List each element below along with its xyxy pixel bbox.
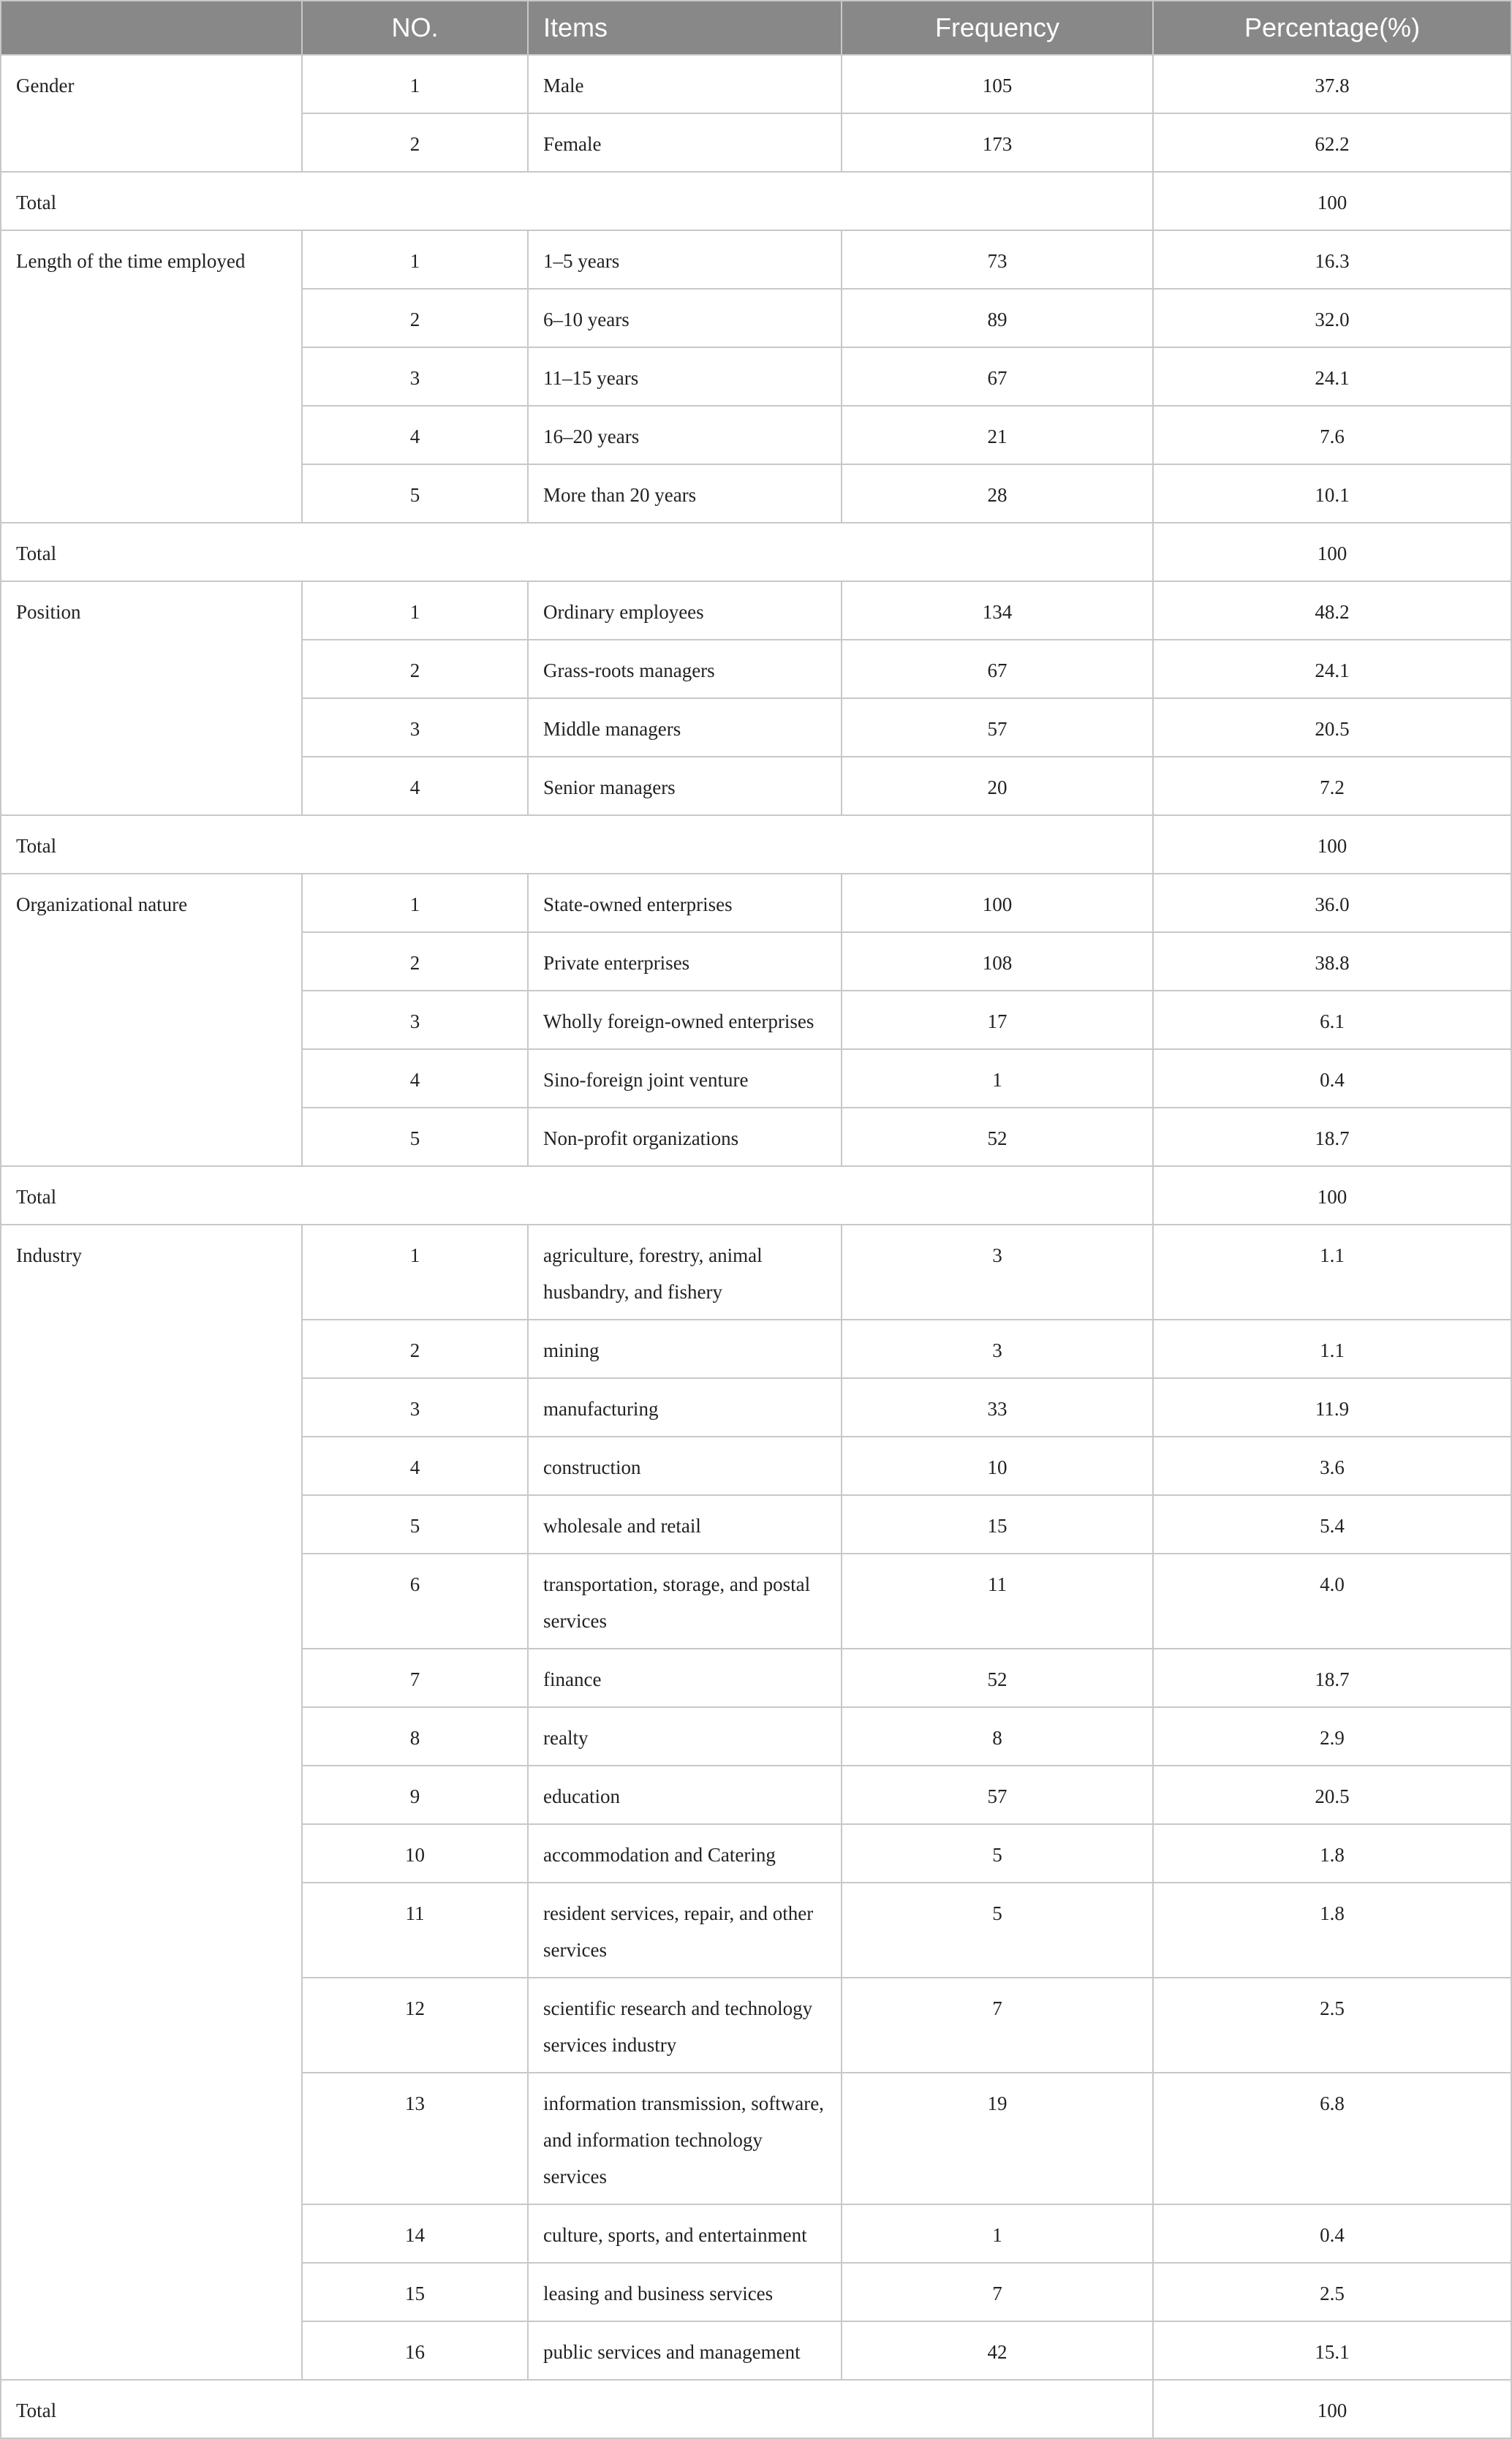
row-percentage: 11.9 [1153, 1378, 1511, 1437]
row-frequency: 28 [842, 464, 1153, 523]
row-percentage: 32.0 [1153, 289, 1511, 347]
total-row [1, 815, 1511, 874]
row-frequency: 57 [842, 698, 1153, 757]
row-percentage: 3.6 [1153, 1437, 1511, 1495]
row-number: 5 [302, 1108, 528, 1166]
header-row [1, 1, 1511, 55]
row-percentage: 7.6 [1153, 406, 1511, 464]
row-percentage: 20.5 [1153, 698, 1511, 757]
row-frequency: 20 [842, 757, 1153, 815]
header-items: Items [528, 1, 842, 55]
group-label: Length of the time employed [1, 230, 302, 523]
row-item: More than 20 years [528, 464, 842, 523]
total-row [1, 523, 1511, 581]
total-value: 100 [1153, 815, 1511, 874]
row-percentage: 18.7 [1153, 1649, 1511, 1707]
total-value: 100 [1153, 523, 1511, 581]
row-item: Grass-roots managers [528, 640, 842, 698]
total-value: 100 [1153, 2380, 1511, 2438]
total-label: Total [1, 815, 1153, 874]
row-number: 1 [302, 55, 528, 113]
row-percentage: 36.0 [1153, 874, 1511, 932]
row-number: 3 [302, 991, 528, 1049]
row-item: Male [528, 55, 842, 113]
row-number: 14 [302, 2204, 528, 2263]
row-number: 10 [302, 1824, 528, 1883]
row-percentage: 18.7 [1153, 1108, 1511, 1166]
row-percentage: 62.2 [1153, 113, 1511, 172]
row-item: accommodation and Catering [528, 1824, 842, 1883]
row-number: 1 [302, 874, 528, 932]
row-percentage: 2.5 [1153, 1978, 1511, 2073]
row-frequency: 8 [842, 1707, 1153, 1766]
row-percentage: 24.1 [1153, 640, 1511, 698]
row-frequency: 105 [842, 55, 1153, 113]
row-percentage: 1.8 [1153, 1883, 1511, 1978]
total-row [1, 2380, 1511, 2438]
row-frequency: 17 [842, 991, 1153, 1049]
row-percentage: 37.8 [1153, 55, 1511, 113]
row-frequency: 67 [842, 347, 1153, 406]
row-percentage: 2.9 [1153, 1707, 1511, 1766]
row-number: 1 [302, 1225, 528, 1320]
row-frequency: 1 [842, 1049, 1153, 1108]
row-frequency: 134 [842, 581, 1153, 640]
row-number: 16 [302, 2321, 528, 2380]
row-frequency: 15 [842, 1495, 1153, 1554]
header-percentage: Percentage(%) [1153, 1, 1511, 55]
row-frequency: 11 [842, 1554, 1153, 1649]
row-item: agriculture, forestry, animal husbandry, and fishery [528, 1225, 842, 1320]
row-frequency: 7 [842, 1978, 1153, 2073]
row-item: mining [528, 1320, 842, 1378]
group-label: Industry [1, 1225, 302, 2380]
row-item: construction [528, 1437, 842, 1495]
row-item: 11–15 years [528, 347, 842, 406]
table-body [1, 55, 1511, 2438]
row-item: Non-profit organizations [528, 1108, 842, 1166]
row-percentage: 20.5 [1153, 1766, 1511, 1824]
row-frequency: 10 [842, 1437, 1153, 1495]
row-percentage: 6.8 [1153, 2073, 1511, 2204]
row-number: 5 [302, 1495, 528, 1554]
row-item: Senior managers [528, 757, 842, 815]
row-item: transportation, storage, and postal services [528, 1554, 842, 1649]
row-frequency: 3 [842, 1225, 1153, 1320]
row-percentage: 6.1 [1153, 991, 1511, 1049]
row-item: Private enterprises [528, 932, 842, 991]
row-frequency: 52 [842, 1649, 1153, 1707]
row-frequency: 33 [842, 1378, 1153, 1437]
row-number: 6 [302, 1554, 528, 1649]
row-percentage: 1.1 [1153, 1225, 1511, 1320]
row-percentage: 1.1 [1153, 1320, 1511, 1378]
row-number: 7 [302, 1649, 528, 1707]
row-frequency: 42 [842, 2321, 1153, 2380]
row-number: 2 [302, 113, 528, 172]
row-percentage: 0.4 [1153, 1049, 1511, 1108]
row-frequency: 52 [842, 1108, 1153, 1166]
row-item: 6–10 years [528, 289, 842, 347]
row-number: 4 [302, 757, 528, 815]
row-percentage: 16.3 [1153, 230, 1511, 289]
row-item: finance [528, 1649, 842, 1707]
row-number: 8 [302, 1707, 528, 1766]
row-frequency: 73 [842, 230, 1153, 289]
total-label: Total [1, 1166, 1153, 1225]
row-number: 2 [302, 932, 528, 991]
row-number: 4 [302, 406, 528, 464]
row-number: 13 [302, 2073, 528, 2204]
row-frequency: 57 [842, 1766, 1153, 1824]
row-percentage: 2.5 [1153, 2263, 1511, 2321]
row-number: 2 [302, 640, 528, 698]
row-percentage: 24.1 [1153, 347, 1511, 406]
table-row [1, 1225, 1511, 1320]
row-number: 3 [302, 347, 528, 406]
row-item: 1–5 years [528, 230, 842, 289]
row-number: 1 [302, 581, 528, 640]
total-row [1, 172, 1511, 230]
row-item: wholesale and retail [528, 1495, 842, 1554]
row-item: Sino-foreign joint venture [528, 1049, 842, 1108]
row-item: State-owned enterprises [528, 874, 842, 932]
row-frequency: 89 [842, 289, 1153, 347]
header-frequency: Frequency [842, 1, 1153, 55]
total-label: Total [1, 172, 1153, 230]
row-number: 15 [302, 2263, 528, 2321]
row-percentage: 0.4 [1153, 2204, 1511, 2263]
row-item: scientific research and technology services industry [528, 1978, 842, 2073]
row-percentage: 48.2 [1153, 581, 1511, 640]
row-frequency: 1 [842, 2204, 1153, 2263]
total-label: Total [1, 523, 1153, 581]
total-value: 100 [1153, 172, 1511, 230]
group-label: Organizational nature [1, 874, 302, 1166]
row-item: leasing and business services [528, 2263, 842, 2321]
row-number: 12 [302, 1978, 528, 2073]
total-value: 100 [1153, 1166, 1511, 1225]
row-number: 1 [302, 230, 528, 289]
row-frequency: 21 [842, 406, 1153, 464]
row-number: 2 [302, 1320, 528, 1378]
row-frequency: 67 [842, 640, 1153, 698]
row-frequency: 5 [842, 1883, 1153, 1978]
table-row [1, 55, 1511, 113]
row-percentage: 4.0 [1153, 1554, 1511, 1649]
row-item: realty [528, 1707, 842, 1766]
row-percentage: 7.2 [1153, 757, 1511, 815]
row-frequency: 173 [842, 113, 1153, 172]
row-item: Wholly foreign-owned enterprises [528, 991, 842, 1049]
row-number: 9 [302, 1766, 528, 1824]
row-percentage: 15.1 [1153, 2321, 1511, 2380]
row-number: 11 [302, 1883, 528, 1978]
group-label: Gender [1, 55, 302, 172]
row-percentage: 10.1 [1153, 464, 1511, 523]
row-item: information transmission, software, and information technology services [528, 2073, 842, 2204]
row-item: Ordinary employees [528, 581, 842, 640]
group-label: Position [1, 581, 302, 815]
row-item: public services and management [528, 2321, 842, 2380]
table-row [1, 230, 1511, 289]
row-item: culture, sports, and entertainment [528, 2204, 842, 2263]
row-number: 3 [302, 698, 528, 757]
row-item: Female [528, 113, 842, 172]
row-frequency: 5 [842, 1824, 1153, 1883]
row-percentage: 1.8 [1153, 1824, 1511, 1883]
total-row [1, 1166, 1511, 1225]
total-label: Total [1, 2380, 1153, 2438]
row-item: manufacturing [528, 1378, 842, 1437]
row-frequency: 108 [842, 932, 1153, 991]
row-number: 3 [302, 1378, 528, 1437]
row-number: 4 [302, 1437, 528, 1495]
row-item: education [528, 1766, 842, 1824]
row-item: Middle managers [528, 698, 842, 757]
row-number: 2 [302, 289, 528, 347]
row-percentage: 5.4 [1153, 1495, 1511, 1554]
row-percentage: 38.8 [1153, 932, 1511, 991]
table-row [1, 874, 1511, 932]
row-frequency: 7 [842, 2263, 1153, 2321]
row-item: 16–20 years [528, 406, 842, 464]
row-number: 4 [302, 1049, 528, 1108]
row-item: resident services, repair, and other services [528, 1883, 842, 1978]
row-number: 5 [302, 464, 528, 523]
row-frequency: 100 [842, 874, 1153, 932]
header-category [1, 1, 302, 55]
header-no: NO. [302, 1, 528, 55]
row-frequency: 19 [842, 2073, 1153, 2204]
row-frequency: 3 [842, 1320, 1153, 1378]
table-row [1, 581, 1511, 640]
